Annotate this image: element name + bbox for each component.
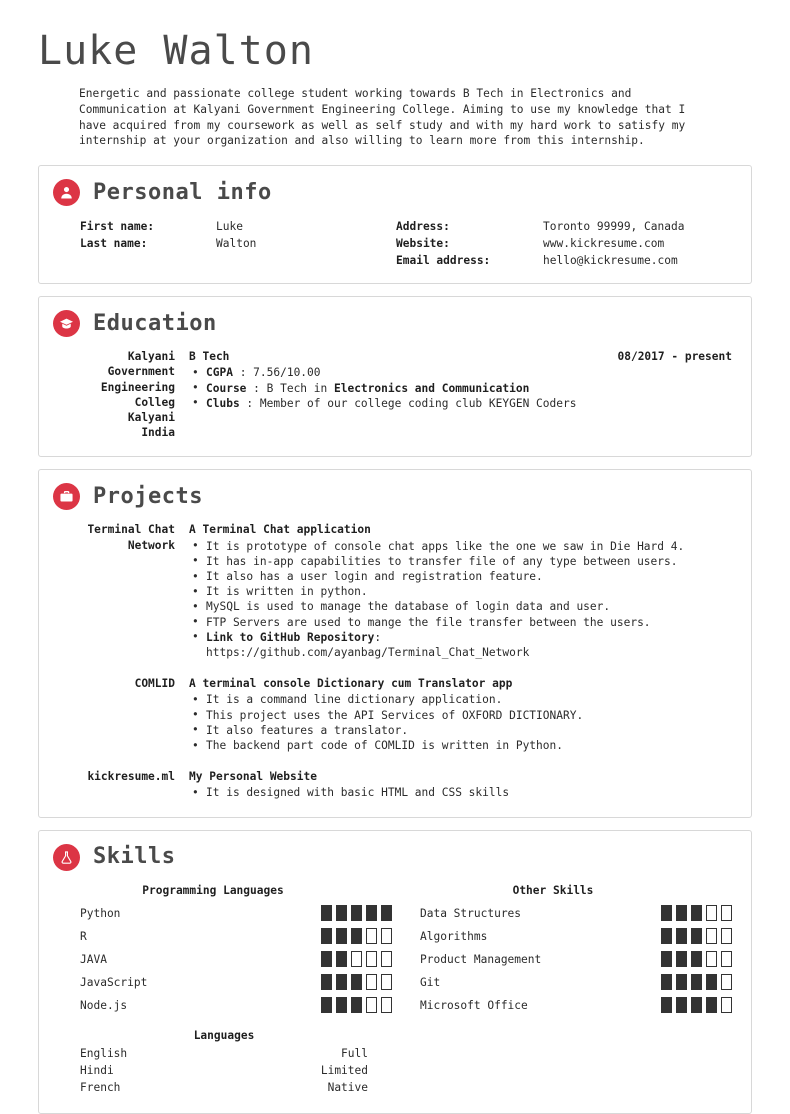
skill-rating (661, 974, 732, 990)
bullet-text: FTP Servers are used to mange the file transfer between the users. (206, 615, 651, 629)
rating-square-empty (721, 928, 732, 944)
spacer (53, 660, 737, 676)
rating-square-filled (321, 951, 332, 967)
skill-name: JavaScript (80, 975, 148, 989)
rating-square-filled (691, 974, 702, 990)
rating-square-empty (366, 974, 377, 990)
language-name: English (80, 1046, 128, 1060)
rating-square-empty (381, 997, 392, 1013)
skill-rating (321, 928, 392, 944)
field-label-first-name: First name: (80, 220, 155, 234)
rating-square-filled (381, 905, 392, 921)
rating-square-filled (336, 928, 347, 944)
skill-row (80, 994, 392, 1017)
project-entry (53, 769, 737, 800)
rating-square-filled (336, 974, 347, 990)
section-personal-info (38, 165, 752, 284)
rating-square-filled (661, 974, 672, 990)
education-institution: Kalyani Government Engineering Colleg Kalyani India (100, 350, 175, 440)
flask-icon (53, 844, 80, 871)
rating-square-empty (706, 951, 717, 967)
education-degree: B Tech (189, 350, 230, 364)
skill-rating (661, 997, 732, 1013)
rating-square-filled (351, 974, 362, 990)
section-header (53, 483, 737, 510)
skill-row (80, 925, 392, 948)
project-label: COMLID (134, 677, 175, 691)
bullet-text: : B Tech in (246, 381, 334, 395)
rating-square-filled (336, 905, 347, 921)
bullet-text: : Member of our college coding club KEYGEN Coders (239, 396, 577, 410)
list-item (189, 365, 737, 380)
language-row (80, 1045, 368, 1062)
rating-square-empty (721, 951, 732, 967)
skill-column-other (420, 884, 732, 1017)
list-item (189, 738, 737, 753)
list-item (189, 708, 737, 723)
briefcase-icon (53, 483, 80, 510)
project-title: A Terminal Chat application (189, 523, 371, 537)
bullet-text: This project uses the API Services of OXFORD DICTIONARY. (206, 708, 584, 722)
rating-square-empty (381, 974, 392, 990)
skill-name: R (80, 929, 87, 943)
project-title: My Personal Website (189, 770, 317, 784)
skill-name: Product Management (420, 952, 542, 966)
language-name: French (80, 1081, 121, 1095)
rating-square-empty (351, 951, 362, 967)
rating-square-filled (351, 905, 362, 921)
skill-row (420, 902, 732, 925)
education-bullets (189, 365, 737, 411)
project-repo-url[interactable]: https://github.com/ayanbag/Terminal_Chat_Network (206, 646, 530, 660)
project-bullets (189, 539, 737, 661)
bullet-text: The backend part code of COMLID is written in Python. (206, 739, 563, 753)
bullet-label: Clubs (206, 396, 240, 410)
bullet-text: It is designed with basic HTML and CSS skills (206, 786, 510, 800)
section-header (53, 310, 737, 337)
bullet-text: MySQL is used to manage the database of login data and user. (206, 600, 611, 614)
skill-rating (321, 974, 392, 990)
field-label-last-name: Last name: (80, 237, 148, 251)
rating-square-filled (366, 905, 377, 921)
rating-square-empty (706, 928, 717, 944)
personal-info-grid (80, 218, 737, 267)
field-value-website[interactable]: www.kickresume.com (543, 237, 665, 251)
languages-block (80, 1029, 368, 1097)
project-label: Terminal Chat Network (87, 523, 175, 552)
skill-column-heading: Programming Languages (142, 883, 284, 897)
skill-row (420, 994, 732, 1017)
language-level: Limited (320, 1063, 368, 1077)
bullet-text: It also features a translator. (206, 723, 409, 737)
language-level: Full (341, 1046, 368, 1060)
field-label-website: Website: (396, 237, 450, 251)
list-item (189, 381, 737, 396)
field-label-email: Email address: (396, 254, 491, 268)
rating-square-empty (706, 905, 717, 921)
section-skills (38, 830, 752, 1114)
bullet-text: It is written in python. (206, 585, 368, 599)
rating-square-empty (381, 928, 392, 944)
skill-name: Git (420, 975, 441, 989)
field-label-address: Address: (396, 220, 450, 234)
skill-name: Algorithms (420, 929, 488, 943)
rating-square-filled (676, 905, 687, 921)
education-date: 08/2017 - present (617, 350, 732, 364)
skills-columns (80, 883, 737, 1017)
list-item (189, 692, 737, 707)
skill-name: Python (80, 906, 121, 920)
section-education (38, 296, 752, 457)
bullet-text: : (374, 630, 382, 644)
project-bullets (189, 692, 737, 753)
list-item (189, 615, 737, 630)
skill-row (80, 902, 392, 925)
rating-square-empty (366, 928, 377, 944)
project-title: A terminal console Dictionary cum Translator app (189, 677, 513, 691)
rating-square-filled (321, 928, 332, 944)
bullet-text: : 7.56/10.00 (232, 366, 321, 380)
rating-square-filled (691, 905, 702, 921)
rating-square-empty (366, 997, 377, 1013)
skill-row (420, 948, 732, 971)
rating-square-filled (336, 951, 347, 967)
page-title: Luke Walton (38, 28, 314, 74)
skill-rating (321, 997, 392, 1013)
field-label-empty (80, 254, 216, 267)
project-label: kickresume.ml (87, 770, 175, 784)
rating-square-empty (366, 951, 377, 967)
spacer (53, 753, 737, 769)
rating-square-filled (321, 997, 332, 1013)
project-bullets (189, 785, 737, 800)
field-value-address: Toronto 99999, Canada (543, 220, 685, 234)
skill-row (420, 925, 732, 948)
section-header (53, 844, 737, 871)
bullet-label: Course (206, 381, 247, 395)
rating-square-filled (661, 951, 672, 967)
language-name: Hindi (80, 1063, 114, 1077)
skill-name: Node.js (80, 998, 128, 1012)
section-title: Personal info (93, 179, 272, 205)
list-item (189, 539, 737, 554)
rating-square-filled (691, 928, 702, 944)
field-value-email[interactable]: hello@kickresume.com (543, 254, 678, 268)
skill-rating (661, 951, 732, 967)
rating-square-filled (676, 974, 687, 990)
skill-rating (321, 905, 392, 921)
bullet-label: Link to GitHub Repository (206, 630, 375, 644)
profile-summary: Energetic and passionate college student working towards B Tech in Electronics and Communication at Kalyani Government Engineering College. Aiming to use my knowledge that I have acquired from my coursework as well as self study and with my hard work to satisfy my internship at your organization and also willing to learn more from this internship. (79, 87, 686, 148)
bullet-label: CGPA (206, 366, 233, 380)
rating-square-empty (381, 951, 392, 967)
language-level: Native (327, 1081, 368, 1095)
list-item (189, 599, 737, 614)
section-header (53, 179, 737, 206)
languages-heading: Languages (193, 1028, 255, 1042)
skill-rating (661, 905, 732, 921)
skill-name: JAVA (80, 952, 107, 966)
bullet-text: It is a command line dictionary application. (206, 693, 503, 707)
rating-square-filled (691, 997, 702, 1013)
list-item (189, 396, 737, 411)
rating-square-filled (351, 997, 362, 1013)
rating-square-empty (721, 905, 732, 921)
rating-square-filled (676, 997, 687, 1013)
project-entry (53, 522, 737, 660)
bullet-text: It is prototype of console chat apps like the one we saw in Die Hard 4. (206, 539, 685, 553)
rating-square-filled (336, 997, 347, 1013)
rating-square-filled (661, 997, 672, 1013)
rating-square-filled (706, 974, 717, 990)
person-icon (53, 179, 80, 206)
graduation-cap-icon (53, 310, 80, 337)
education-entry (53, 349, 737, 440)
rating-square-filled (706, 997, 717, 1013)
skill-rating (321, 951, 392, 967)
skill-row (420, 971, 732, 994)
section-title: Projects (93, 483, 203, 509)
list-item (189, 554, 737, 569)
project-entry (53, 676, 737, 753)
list-item (189, 569, 737, 584)
section-projects (38, 469, 752, 817)
list-item (189, 584, 737, 599)
skill-row (80, 948, 392, 971)
list-item (189, 630, 737, 645)
field-value-empty (216, 254, 396, 267)
rating-square-filled (691, 951, 702, 967)
rating-square-filled (676, 928, 687, 944)
section-title: Skills (93, 844, 176, 870)
language-row (80, 1079, 368, 1096)
skill-column-heading: Other Skills (512, 883, 594, 897)
bullet-text: It also has a user login and registration feature. (206, 570, 543, 584)
rating-square-empty (721, 997, 732, 1013)
rating-square-empty (721, 974, 732, 990)
bullet-text-bold: Electronics and Communication (333, 381, 530, 395)
section-title: Education (93, 310, 217, 336)
field-value-last-name: Walton (216, 237, 257, 251)
rating-square-filled (351, 928, 362, 944)
rating-square-filled (321, 974, 332, 990)
skill-column-programming (80, 884, 392, 1017)
list-item (189, 785, 737, 800)
bullet-text: It has in-app capabilities to transfer file of any type between users. (206, 554, 678, 568)
rating-square-filled (321, 905, 332, 921)
rating-square-filled (661, 928, 672, 944)
rating-square-filled (676, 951, 687, 967)
skill-row (80, 971, 392, 994)
skill-rating (661, 928, 732, 944)
language-row (80, 1062, 368, 1079)
skill-name: Data Structures (420, 906, 522, 920)
rating-square-filled (661, 905, 672, 921)
list-item (189, 723, 737, 738)
skill-name: Microsoft Office (420, 998, 528, 1012)
field-value-first-name: Luke (216, 220, 243, 234)
